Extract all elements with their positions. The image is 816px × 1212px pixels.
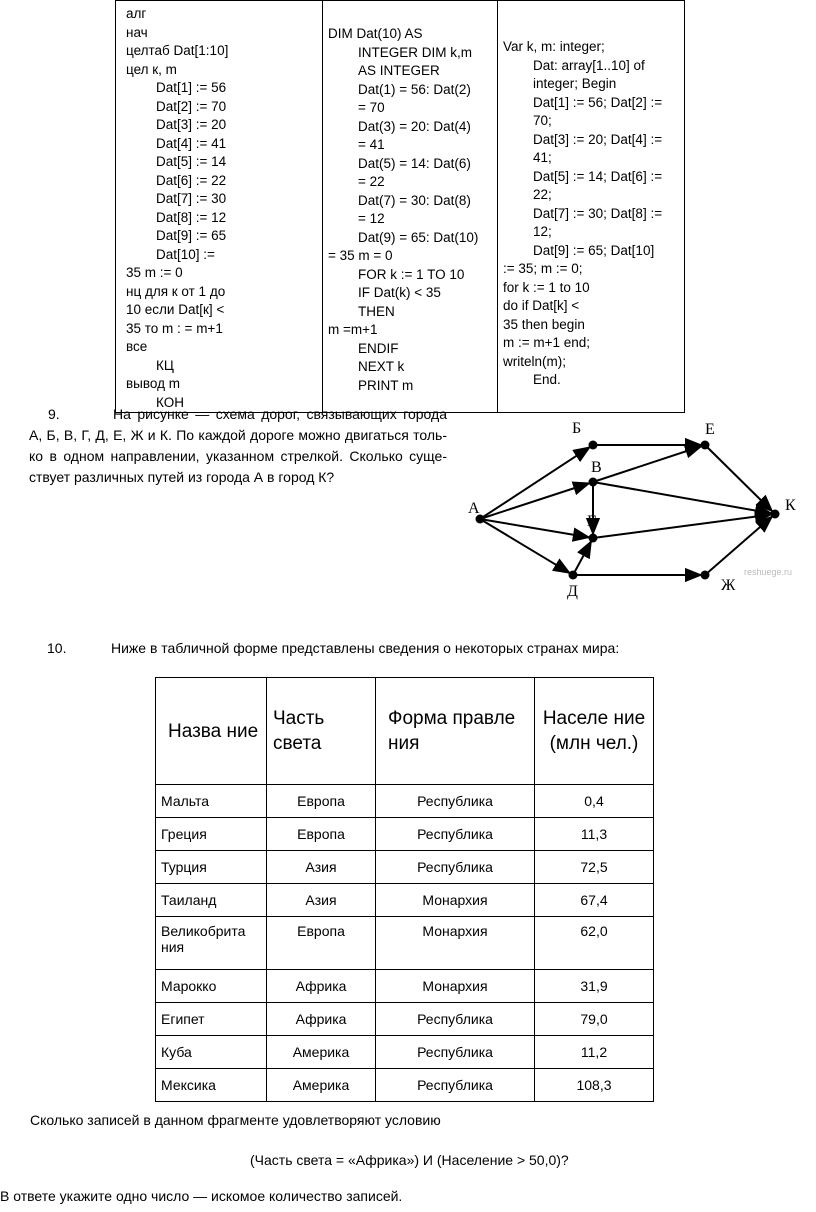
cell-continent: Америка xyxy=(267,1036,376,1069)
cell-government: Монархия xyxy=(376,970,535,1003)
city-node-E xyxy=(701,441,710,450)
code-line: INTEGER DIM k,m xyxy=(358,44,472,60)
table-row xyxy=(156,917,654,970)
code-line: THEN xyxy=(358,303,395,319)
road-G-K xyxy=(593,515,771,538)
city-label-K: К xyxy=(785,497,796,514)
table-row xyxy=(156,818,654,851)
cell-population: 67,4 xyxy=(535,884,654,917)
code-line: алг xyxy=(126,6,147,21)
cell-continent: Азия xyxy=(267,884,376,917)
cell-name: Турция xyxy=(156,851,267,884)
code-line: = 22 xyxy=(358,174,385,189)
header-government: Форма правле ния xyxy=(376,678,535,785)
code-line: Dat[5] := 14; Dat[6] := xyxy=(533,168,663,184)
code-line: FOR k := 1 TO 10 xyxy=(358,266,465,282)
cell-continent: Европа xyxy=(267,917,376,970)
code-line: 35 then begin xyxy=(503,316,585,332)
road-V-E xyxy=(593,446,701,482)
code-line: Var k, m: integer; xyxy=(503,39,605,54)
road-graph xyxy=(450,410,802,610)
code-line: вывод m xyxy=(126,376,180,391)
cell-name: Греция xyxy=(156,818,267,851)
cell-name: Великобрита ния xyxy=(156,917,267,970)
road-V-K xyxy=(593,482,771,513)
city-node-Zh xyxy=(701,571,710,580)
code-column-algorithmic xyxy=(116,1,323,413)
cell-name: Куба xyxy=(156,1036,267,1069)
code-basic xyxy=(323,1,497,395)
cell-continent: Африка xyxy=(267,1003,376,1036)
cell-population: 11,2 xyxy=(535,1036,654,1069)
cell-name: Мексика xyxy=(156,1069,267,1102)
city-label-G: Г xyxy=(587,513,597,530)
code-line: 10 если Dat[к] < xyxy=(126,302,225,317)
code-line: = 12 xyxy=(358,211,385,226)
code-line: = 35 m = 0 xyxy=(328,248,393,263)
code-line: Dat[4] := 41 xyxy=(156,135,227,151)
city-label-A: А xyxy=(468,500,480,517)
cell-continent: Африка xyxy=(267,970,376,1003)
code-line: 70; xyxy=(533,113,552,128)
code-line: for k := 1 to 10 xyxy=(503,279,590,295)
code-line: Dat(1) = 56: Dat(2) xyxy=(358,81,471,97)
code-line: Dat[8] := 12 xyxy=(156,209,227,225)
task-10 xyxy=(47,640,620,656)
code-line: Dat[7] := 30 xyxy=(156,191,227,206)
table-row xyxy=(156,851,654,884)
road-D-G xyxy=(573,542,591,575)
cell-population: 31,9 xyxy=(535,970,654,1003)
cell-population: 11,3 xyxy=(535,818,654,851)
cell-government: Республика xyxy=(376,1036,535,1069)
table-row xyxy=(156,970,654,1003)
code-line: Dat[9] := 65; Dat[10] xyxy=(533,242,655,258)
code-line: Dat(7) = 30: Dat(8) xyxy=(358,192,471,208)
code-line: 35 то m : = m+1 xyxy=(126,320,223,336)
table-row xyxy=(156,1036,654,1069)
code-line: Dat[3] := 20 xyxy=(156,117,227,132)
cell-continent: Европа xyxy=(267,818,376,851)
code-line: DIM Dat(10) AS xyxy=(328,26,423,41)
code-line: do if Dat[k] < xyxy=(503,298,580,313)
cell-population: 108,3 xyxy=(535,1069,654,1102)
code-line: IF Dat(k) < 35 xyxy=(358,285,441,300)
code-line: Dat(9) = 65: Dat(10) xyxy=(358,229,479,245)
code-line: КОН xyxy=(156,394,184,410)
cell-name: Таиланд xyxy=(156,884,267,917)
countries-table xyxy=(155,677,654,1102)
cell-government: Республика xyxy=(376,1003,535,1036)
code-line: КЦ xyxy=(156,357,174,373)
city-label-Zh: Ж xyxy=(721,577,736,594)
code-line: Dat[3] := 20; Dat[4] := xyxy=(533,131,663,147)
code-line: нц для к от 1 до xyxy=(126,283,226,299)
task-9-text: На рисунке — схема дорог, связывающих города А, Б, В, Г, Д, Е, Ж и К. По каждой дороге можно двигаться только в одном направлении, указанном стрелкой. Сколько существует различных путей из города А в город К? xyxy=(29,406,447,485)
watermark: reshuege.ru xyxy=(744,567,793,577)
road-A-V xyxy=(480,483,589,519)
code-line: Dat[7] := 30; Dat[8] := xyxy=(533,205,663,221)
code-line: 41; xyxy=(533,150,552,165)
question-condition: (Часть света = «Африка») И (Население > 50,0)? xyxy=(250,1152,569,1168)
code-line: 22; xyxy=(533,187,552,202)
code-line: m := m+1 end; xyxy=(503,335,591,350)
code-line: Dat(5) = 14: Dat(6) xyxy=(358,155,471,171)
code-column-basic xyxy=(323,1,498,413)
cell-continent: Европа xyxy=(267,785,376,818)
code-line: Dat[10] := xyxy=(156,246,215,262)
code-column-pascal xyxy=(498,1,685,413)
cell-government: Республика xyxy=(376,785,535,818)
cell-population: 0,4 xyxy=(535,785,654,818)
road-E-K xyxy=(705,445,772,511)
task-10-number: 10. xyxy=(47,640,67,656)
code-line: Dat(3) = 20: Dat(4) xyxy=(358,118,471,134)
code-line: AS INTEGER xyxy=(358,63,440,78)
cell-name: Марокко xyxy=(156,970,267,1003)
table-row xyxy=(156,1069,654,1102)
table-row xyxy=(156,884,654,917)
code-line: Dat[5] := 14 xyxy=(156,154,227,169)
cell-population: 79,0 xyxy=(535,1003,654,1036)
cell-government: Республика xyxy=(376,851,535,884)
code-line: = 70 xyxy=(358,100,385,115)
answer-note: В ответе укажите одно число — искомое количество записей. xyxy=(0,1188,403,1204)
cell-population: 62,0 xyxy=(535,917,654,970)
code-line: := 35; m := 0; xyxy=(503,261,583,276)
cell-government: Республика xyxy=(376,818,535,851)
city-label-D: Д xyxy=(567,583,578,600)
task-10-text: Ниже в табличной форме представлены сведения о некоторых странах мира: xyxy=(111,640,620,656)
table-row xyxy=(156,1003,654,1036)
code-line: цел к, m xyxy=(126,61,177,77)
city-node-D xyxy=(569,571,578,580)
cell-government: Республика xyxy=(376,1069,535,1102)
code-line: Dat: array[1..10] of xyxy=(533,57,645,73)
code-line: 35 m := 0 xyxy=(126,265,183,280)
code-line: Dat[2] := 70 xyxy=(156,98,227,114)
code-line: все xyxy=(126,339,148,354)
code-line: End. xyxy=(533,372,561,387)
cell-continent: Америка xyxy=(267,1069,376,1102)
code-line: Dat[9] := 65 xyxy=(156,228,227,243)
code-line: m =m+1 xyxy=(328,322,378,337)
code-line: PRINT m xyxy=(358,377,414,393)
task-9 xyxy=(29,404,447,488)
city-node-G xyxy=(589,534,598,543)
code-line: целтаб Dat[1:10] xyxy=(126,43,229,58)
code-line: нач xyxy=(126,24,148,40)
city-label-V: В xyxy=(591,459,602,476)
code-line: NEXT k xyxy=(358,359,405,374)
code-algorithmic xyxy=(116,1,322,412)
city-label-E: Е xyxy=(705,421,715,438)
cell-government: Монархия xyxy=(376,917,535,970)
code-line: = 41 xyxy=(358,137,385,152)
city-node-V xyxy=(589,478,598,487)
code-line: writeln(m); xyxy=(503,353,566,369)
header-population: Населе ние (млн чел.) xyxy=(535,678,654,785)
cell-name: Египет xyxy=(156,1003,267,1036)
code-line: integer; Begin xyxy=(533,76,617,91)
table-header-row xyxy=(156,678,654,785)
code-line: ENDIF xyxy=(358,340,399,356)
cell-government: Монархия xyxy=(376,884,535,917)
code-line: 12; xyxy=(533,224,552,239)
task-9-number: 9. xyxy=(48,406,60,422)
cell-name: Мальта xyxy=(156,785,267,818)
city-node-K xyxy=(771,510,780,519)
code-listing-table xyxy=(115,0,685,413)
table-row xyxy=(156,785,654,818)
header-continent: Часть света xyxy=(267,678,376,785)
city-label-B: Б xyxy=(572,420,582,437)
code-line: Dat[6] := 22 xyxy=(156,172,227,188)
question-text: Сколько записей в данном фрагменте удовлетворяют условию xyxy=(30,1112,441,1128)
header-name: Назва ние xyxy=(156,678,267,785)
code-line: Dat[1] := 56; Dat[2] := xyxy=(533,94,663,110)
cell-continent: Азия xyxy=(267,851,376,884)
road-A-B xyxy=(480,447,590,519)
cell-population: 72,5 xyxy=(535,851,654,884)
code-pascal xyxy=(498,1,684,390)
code-line: Dat[1] := 56 xyxy=(156,80,227,95)
city-node-B xyxy=(589,441,598,450)
